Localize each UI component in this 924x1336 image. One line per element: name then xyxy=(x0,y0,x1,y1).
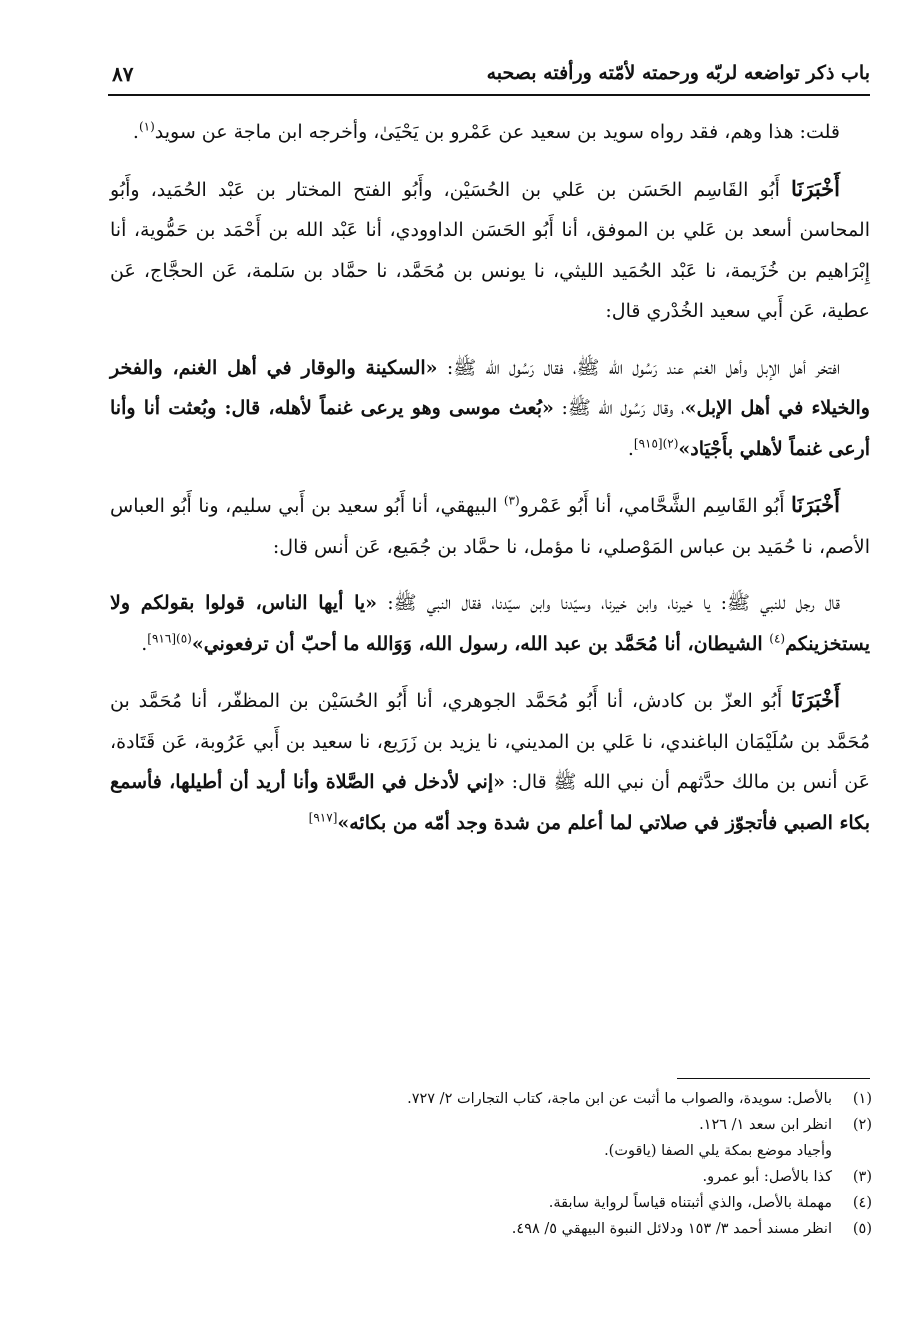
footnote-number: (٥) xyxy=(852,1221,872,1237)
footnote-number: (٤) xyxy=(852,1195,872,1211)
footnote-continuation: وأجياد موضع بمكة يلي الصفا (ياقوت). xyxy=(604,1143,832,1159)
paragraph xyxy=(110,348,870,470)
footnote-ref: (٢)[٩١٥] xyxy=(633,436,679,451)
text-run: البيهقي، أنا أَبُو سعيد بن أَبي سليم، ونا أَبُو العباس الأصم، نا حُمَيد بن عباس المَوْصلي، نا مؤمل، نا حمَّاد بن جُمَيع، عَن أنس قال: xyxy=(110,495,870,558)
footnote-item xyxy=(260,1086,872,1112)
footnote-ref: (٣) xyxy=(503,493,520,508)
footnote-item xyxy=(260,1164,872,1190)
paragraph xyxy=(110,112,870,153)
narration-keyword: أَخْبَرَنَا xyxy=(791,492,840,517)
footnotes xyxy=(260,1086,872,1242)
paragraph xyxy=(110,583,870,664)
page-number: ٨٧ xyxy=(112,62,134,86)
footnote-ref: (٤) xyxy=(769,631,786,646)
text-run: قال رجل للنبي ﷺ: يا خيرنا، وابن خيرنا، وسيّدنا وابن سيّدنا، فقال النبي ﷺ: xyxy=(377,592,840,614)
chapter-title: باب ذكر تواضعه لربّه ورحمته لأمّته ورأفته بصحبه xyxy=(486,62,870,84)
footnote-text: انظر مسند أحمد ٣/ ١٥٣ ودلائل النبوة البيهقي ٥/ ٤٩٨. xyxy=(511,1221,832,1237)
footnote-ref: (٥)[٩١٦] xyxy=(147,631,192,646)
footnote-number: (١) xyxy=(852,1091,872,1107)
hadith-text: «يا أيها الناس، قولوا بقولكم ولا يستخزينكم xyxy=(110,592,870,655)
footnote-item xyxy=(260,1190,872,1216)
text-run: قلت: هذا وهم، فقد رواه سويد بن سعيد عن عَمْرو بن يَحْيَىٰ، وأخرجه ابن ماجة عن سويد xyxy=(154,121,840,143)
hadith-text: الشيطان، أنا مُحَمَّد بن عبد الله، رسول الله، وَوَالله ما أحبّ أن ترفعوني» xyxy=(191,632,770,655)
running-header xyxy=(108,58,870,96)
footnote-text: بالأصل: سويدة، والصواب ما أثبت عن ابن ماجة، كتاب التجارات ٢/ ٧٢٧. xyxy=(407,1091,832,1107)
paragraph xyxy=(110,680,870,843)
text-run: ، وقال رَسُول الله ﷺ: xyxy=(553,397,685,419)
footnote-text: انظر ابن سعد ١/ ١٢٦. xyxy=(699,1117,832,1133)
text-run: . xyxy=(141,632,148,655)
narration-keyword: أَخْبَرَنَا xyxy=(791,175,840,201)
text-run: افتخر أهل الإبل وأهل الغنم عند رَسُول الله ﷺ، فقال رَسُول الله ﷺ: xyxy=(437,356,841,379)
paragraph xyxy=(110,169,870,332)
footnote-item xyxy=(260,1112,872,1138)
footnote-item xyxy=(260,1216,872,1242)
narration-keyword: أَخْبَرَنَا xyxy=(791,687,840,712)
footnote-text: كذا بالأصل: أبو عمرو. xyxy=(702,1169,832,1185)
main-text xyxy=(110,112,870,859)
hadith-text: «السكينة والوقار في أهل الغنم، والفخر والخيلاء في أهل الإبل» xyxy=(110,356,870,419)
footnote-separator xyxy=(677,1078,870,1079)
footnote-text: مهملة بالأصل، والذي أثبتناه قياساً لرواية سابقة. xyxy=(548,1195,832,1211)
text-run: . xyxy=(627,437,634,460)
text-run: أَبُو العزّ بن كادش، أنا أَبُو مُحَمَّد الجوهري، أنا أَبُو الحُسَيْن بن المظفّر، أنا مُحَمَّد بن مُحَمَّد بن سُلَيْمَان الباغندي، نا عَلي بن المديني، نا يزيد بن زَرَيع، نا سعيد بن أَبي عَرُوبة، عَن قَتَادة، عَن أنس بن مالك حدَّثهم أن نبي الله ﷺ قال: xyxy=(110,690,870,793)
hadith-text: «إني لأدخل في الصَّلاة وأنا أريد أن أطيلها، فأسمع بكاء الصبي فأتجوّز في صلاتي لما أعلم من شدة وجد أمّه من بكائه» xyxy=(110,771,870,834)
footnote-ref: (١) xyxy=(138,119,155,134)
text-run: أَبُو القَاسِم الشَّحَّامي، أنا أَبُو عَمْرو xyxy=(519,495,792,517)
hadith-text: «بُعث موسى وهو يرعى غنماً لأهله، قال: وبُعثت أنا وأنا أرعى غنماً لأهلي بأَجْيَاد» xyxy=(110,397,870,460)
footnote-ref: [٩١٧] xyxy=(308,810,338,825)
paragraph xyxy=(110,485,870,567)
text-run: أَبُو القَاسِم الحَسَن بن عَلي بن الحُسَيْن، وأَبُو الفتح المختار بن عَبْد الحُمَيد، وأَبُو المحاسن أسعد بن عَلي بن الموفق، أنا أَبُو الحَسَن الداوودي، أنا عَبْد الله بن أَحْمَد بن حَمُّوية، أنا إِبْرَاهيم بن خُزَيمة، نا عَبْد الحُمَيد الليثي، نا يونس بن مُحَمَّد، نا حمَّاد بن سَلمة، عَن الحجَّاج، عَن عطية، عَن أَبي سعيد الخُدْري قال: xyxy=(110,178,870,322)
footnote-number: (٢) xyxy=(852,1117,872,1133)
footnote-number: (٣) xyxy=(852,1169,872,1185)
text-run: . xyxy=(132,121,139,143)
